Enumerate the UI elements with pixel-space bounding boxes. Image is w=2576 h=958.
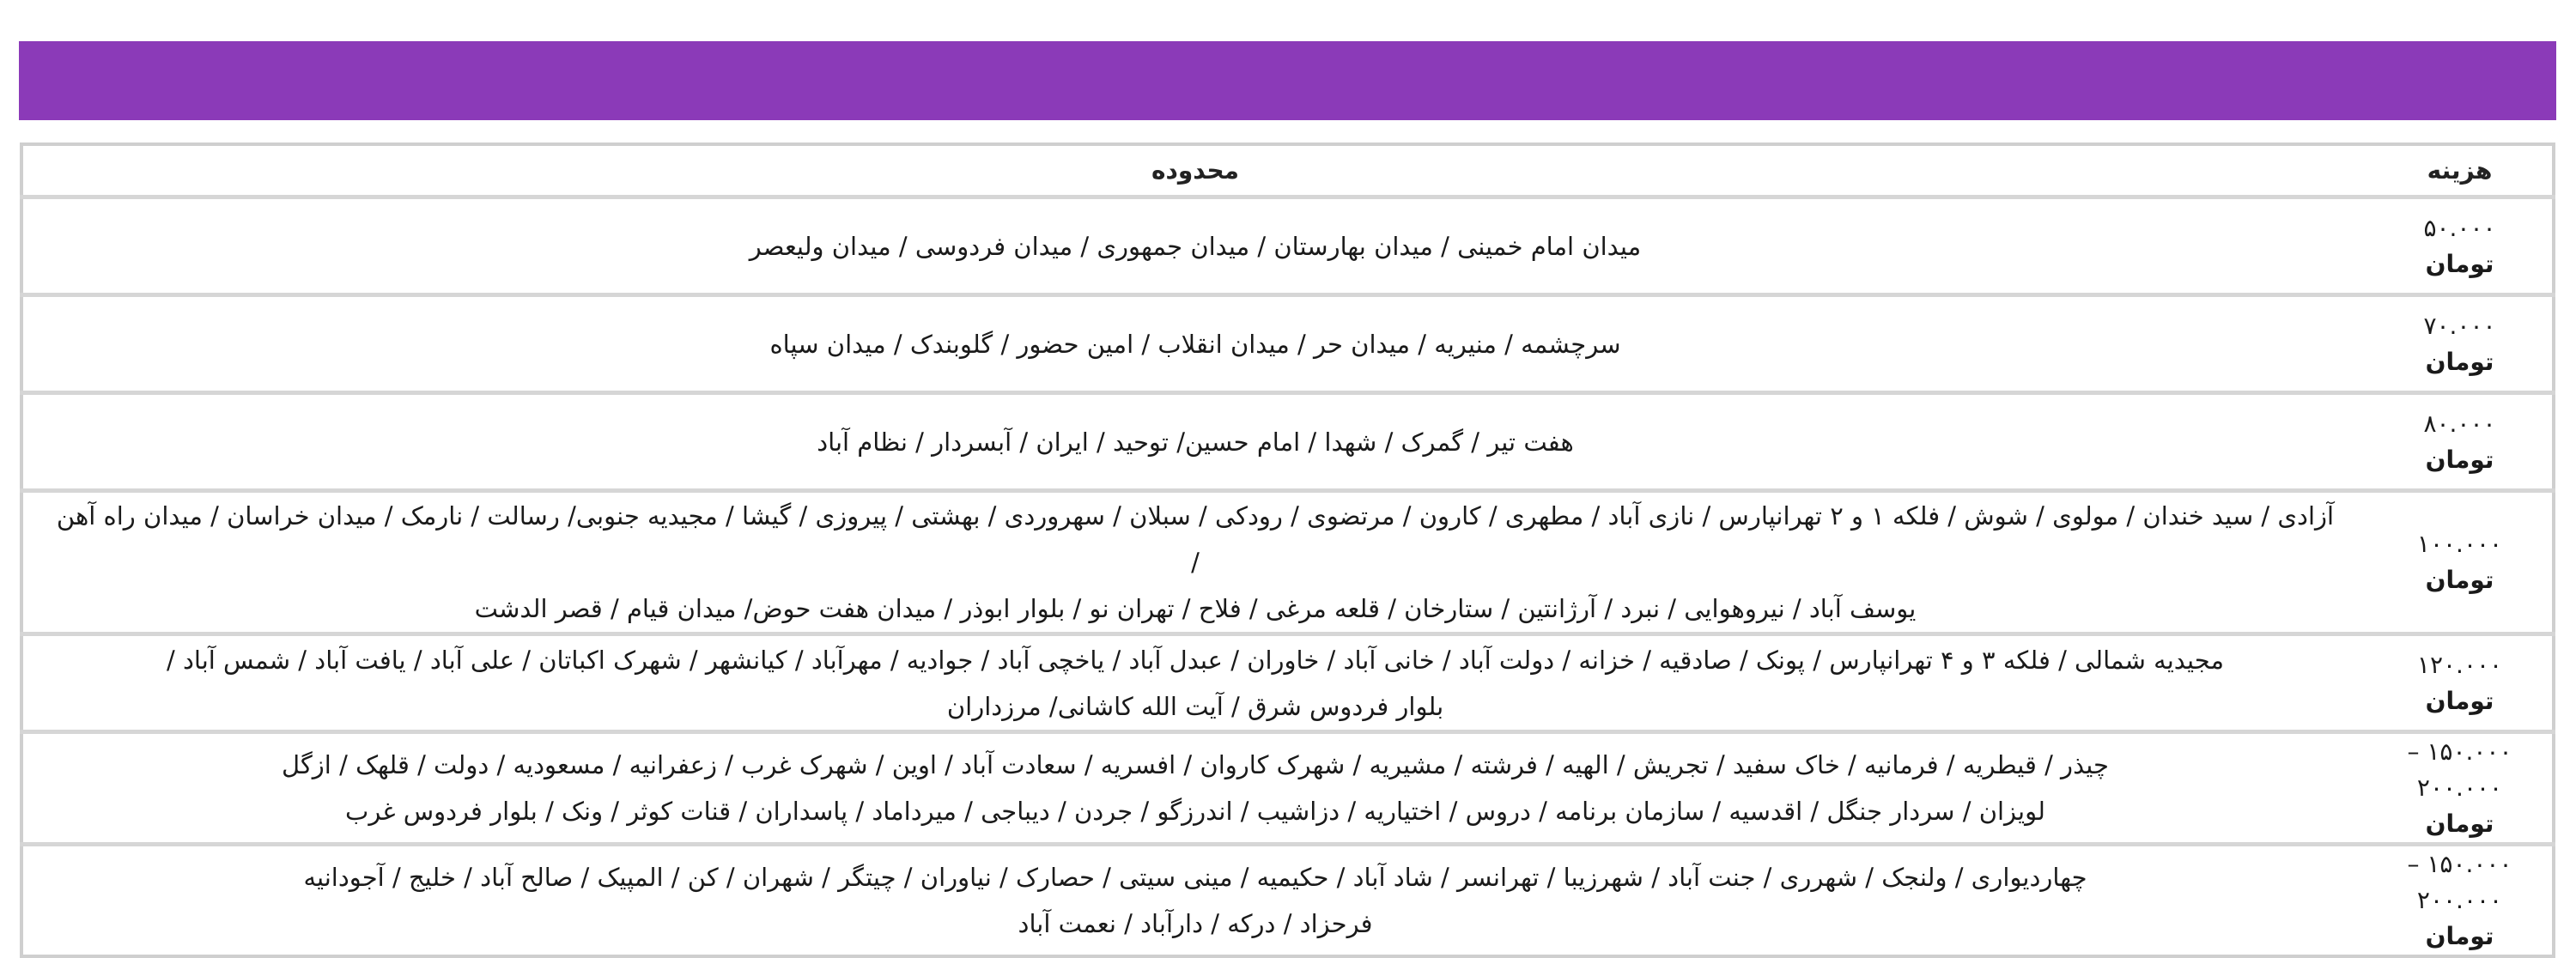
cost-cell xyxy=(2367,845,2554,957)
area-cell xyxy=(21,732,2367,845)
cost-cell xyxy=(2367,295,2554,393)
area-line: هفت تیر / گمرک / شهدا / امام حسین/ توحید / ایران / آبسردار / نظام آباد xyxy=(817,427,1574,457)
cost-unit: تومان xyxy=(2425,445,2494,474)
cost-amount: ۱۰۰.۰۰۰ xyxy=(2416,530,2503,558)
table-row xyxy=(21,491,2554,634)
table-row xyxy=(21,732,2554,845)
table-row xyxy=(21,393,2554,491)
area-cell xyxy=(21,393,2367,491)
table-header-row xyxy=(21,144,2554,197)
cost-column-header: هزینه xyxy=(2367,144,2554,197)
cost-cell xyxy=(2367,634,2554,732)
area-line: آزادی / سید خندان / مولوی / شوش / فلکه ۱ و ۲ تهرانپارس / نازی آباد / مطهری / کارون / مرتضوی / رودکی / سبلان / سهروردی / بهشتی / پیروزی / گیشا / مجیدیه جنوبی/ رسالت / نارمک / میدان خراسان / میدان راه آهن / xyxy=(56,501,2335,577)
area-line: چهاردیواری / ولنجک / شهرری / جنت آباد / شهرزیبا / تهرانسر / شاد آباد / حکیمیه / مینی سیتی / حصارک / نیاوران / چیتگر / شهران / کن / المپیک / صالح آباد / خلیج / آجودانیه xyxy=(303,863,2087,892)
table-row xyxy=(21,197,2554,295)
table-row xyxy=(21,634,2554,732)
cost-amount: ۷۰.۰۰۰ xyxy=(2423,311,2496,340)
header-banner xyxy=(19,41,2556,120)
area-cell xyxy=(21,491,2367,634)
area-line: یوسف آباد / نیروهوایی / نبرد / آرژانتین / ستارخان / قلعه مرغی / فلاح / تهران نو / بلوار ابوذر / میدان هفت حوض/ میدان قیام / قصر الدشت xyxy=(474,594,1917,623)
area-line: لویزان / سردار جنگل / اقدسیه / سازمان برنامه / دروس / اختیاریه / دزاشیب / اندرزگو / جردن / دیباجی / میرداماد / پاسداران / قنات کوثر / ونک / بلوار فردوس غرب xyxy=(345,797,2045,826)
cost-unit: تومان xyxy=(2425,922,2494,950)
area-cell xyxy=(21,295,2367,393)
cost-unit: تومان xyxy=(2425,249,2494,278)
table-row xyxy=(21,295,2554,393)
area-cell xyxy=(21,634,2367,732)
area-line: مجیدیه شمالی / فلکه ۳ و ۴ تهرانپارس / پونک / صادقیه / خزانه / دولت آباد / خانی آباد / خاوران / عبدل آباد / یاخچی آباد / جوادیه / مهرآباد / کیانشهر / شهرک اکباتان / علی آباد / یافت آباد / شمس آباد / xyxy=(166,645,2225,675)
area-cell xyxy=(21,197,2367,295)
area-column-header: محدوده xyxy=(21,144,2367,197)
area-cell xyxy=(21,845,2367,957)
table-row xyxy=(21,845,2554,957)
cost-unit: تومان xyxy=(2425,686,2494,715)
cost-unit: تومان xyxy=(2425,809,2494,838)
area-line: بلوار فردوس شرق / آیت الله کاشانی/ مرزداران xyxy=(946,691,1444,721)
area-line: میدان امام خمینی / میدان بهارستان / میدان جمهوری / میدان فردوسی / میدان ولیعصر xyxy=(749,231,1642,261)
cost-amount: ۱۲۰.۰۰۰ xyxy=(2416,650,2503,679)
cost-amount: ۸۰.۰۰۰ xyxy=(2423,409,2496,438)
cost-cell xyxy=(2367,393,2554,491)
cost-unit: تومان xyxy=(2425,566,2494,594)
cost-amount: ۵۰.۰۰۰ xyxy=(2423,213,2496,242)
area-line: فرحزاد / درکه / دارآباد / نعمت آباد xyxy=(1018,909,1373,938)
cost-unit: تومان xyxy=(2425,347,2494,376)
cost-cell xyxy=(2367,197,2554,295)
cost-amount: ۱۵۰.۰۰۰ – ۲۰۰.۰۰۰ xyxy=(2407,850,2512,914)
area-line: چیذر / قیطریه / فرمانیه / خاک سفید / تجریش / الهیه / فرشته / مشیریه / شهرک کاروان / افسریه / سعادت آباد / اوین / شهرک غرب / زعفرانیه / مسعودیه / دولت / قلهک / ازگل xyxy=(282,750,2109,779)
area-line: سرچشمه / منیریه / میدان حر / میدان انقلاب / امین حضور / گلوبندک / میدان سپاه xyxy=(769,329,1621,359)
cost-cell xyxy=(2367,732,2554,845)
cost-amount: ۱۵۰.۰۰۰ – ۲۰۰.۰۰۰ xyxy=(2407,737,2512,802)
delivery-price-table xyxy=(20,142,2555,958)
cost-cell xyxy=(2367,491,2554,634)
